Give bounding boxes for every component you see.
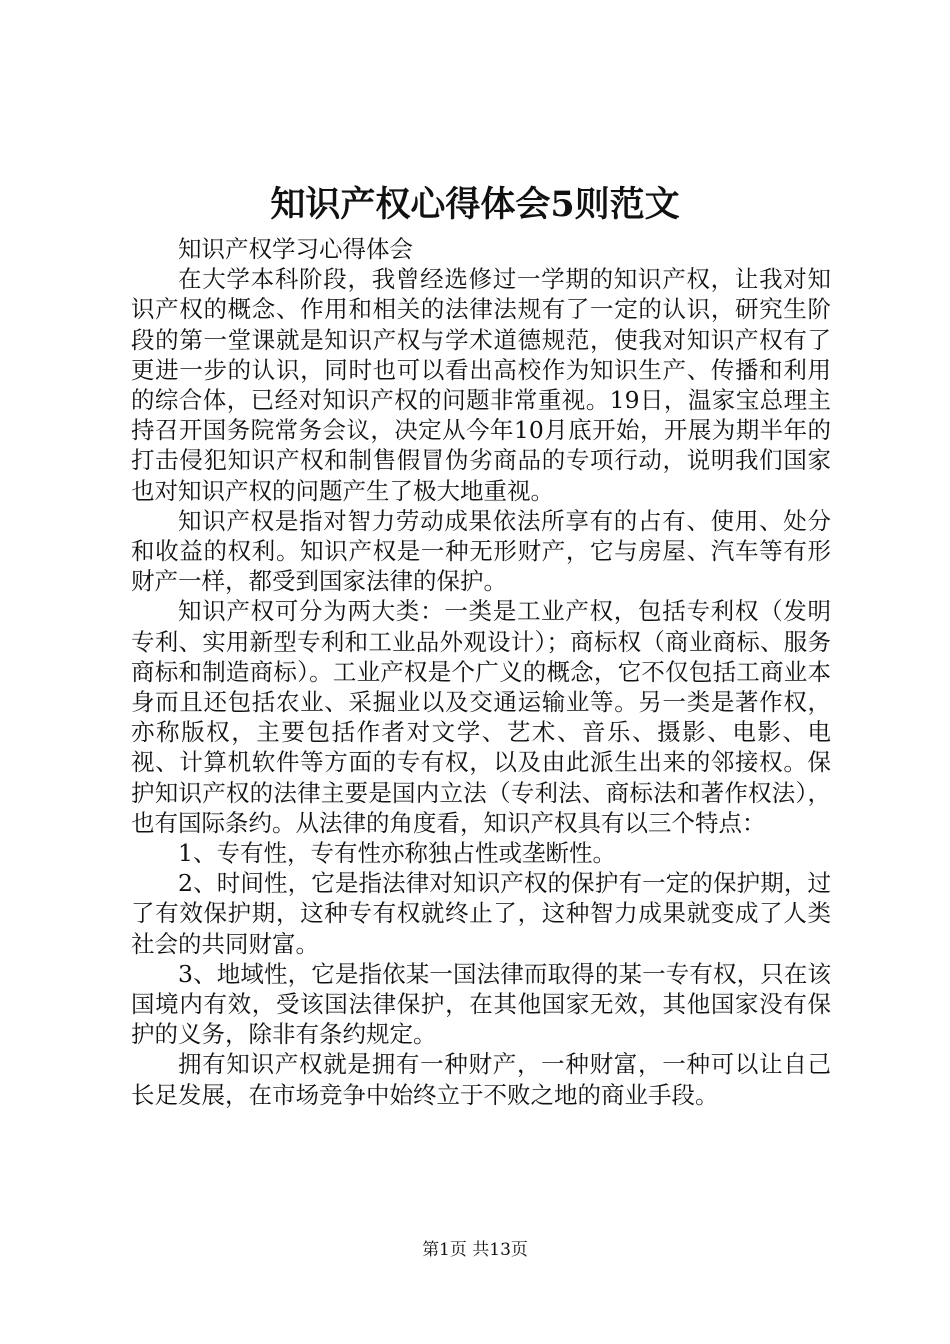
list-item-3: 3、地域性，它是指依某一国法律而取得的某一专有权，只在该国境内有效，受该国法律保护，在其他国家无效，其他国家没有保护的义务，除非有条约规定。	[131, 959, 831, 1049]
document-subtitle: 知识产权学习心得体会	[178, 235, 413, 263]
document-title: 知识产权心得体会5则范文	[270, 184, 680, 225]
paragraph-1: 在大学本科阶段，我曾经选修过一学期的知识产权，让我对知识产权的概念、作用和相关的法律法规有了一定的认识，研究生阶段的第一堂课就是知识产权与学术道德规范，使我对知识产权有了更进一步的认识，同时也可以看出高校作为知识生产、传播和利用的综合体，已经对知识产权的问题非常重视。19日，温家宝总理主持召开国务院常务会议，决定从今年10月底开始，开展为期半年的打击侵犯知识产权和制售假冒伪劣商品的专项行动，说明我们国家也对知识产权的问题产生了极大地重视。	[131, 265, 831, 505]
paragraph-4: 拥有知识产权就是拥有一种财产，一种财富，一种可以让自己长足发展，在市场竞争中始终立于不败之地的商业手段。	[131, 1050, 831, 1109]
list-item-1: 1、专有性，专有性亦称独占性或垄断性。	[178, 839, 616, 868]
page-number-footer: 第1页 共13页	[422, 1240, 528, 1260]
paragraph-3: 知识产权可分为两大类：一类是工业产权，包括专利权（发明专利、实用新型专利和工业品外观设计）；商标权（商业商标、服务商标和制造商标）。工业产权是个广义的概念，它不仅包括工商业本身而且还包括农业、采掘业以及交通运输业等。另一类是著作权，亦称版权，主要包括作者对文学、艺术、音乐、摄影、电影、电视、计算机软件等方面的专有权，以及由此派生出来的邻接权。保护知识产权的法律主要是国内立法（专利法、商标法和著作权法），也有国际条约。从法律的角度看，知识产权具有以三个特点：	[131, 597, 831, 837]
document-body	[131, 234, 831, 1110]
paragraph-2: 知识产权是指对智力劳动成果依法所享有的占有、使用、处分和收益的权利。知识产权是一种无形财产，它与房屋、汽车等有形财产一样，都受到国家法律的保护。	[131, 506, 831, 596]
list-item-2: 2、时间性，它是指法律对知识产权的保护有一定的保护期，过了有效保护期，这种专有权就终止了，这种智力成果就变成了人类社会的共同财富。	[131, 869, 831, 958]
